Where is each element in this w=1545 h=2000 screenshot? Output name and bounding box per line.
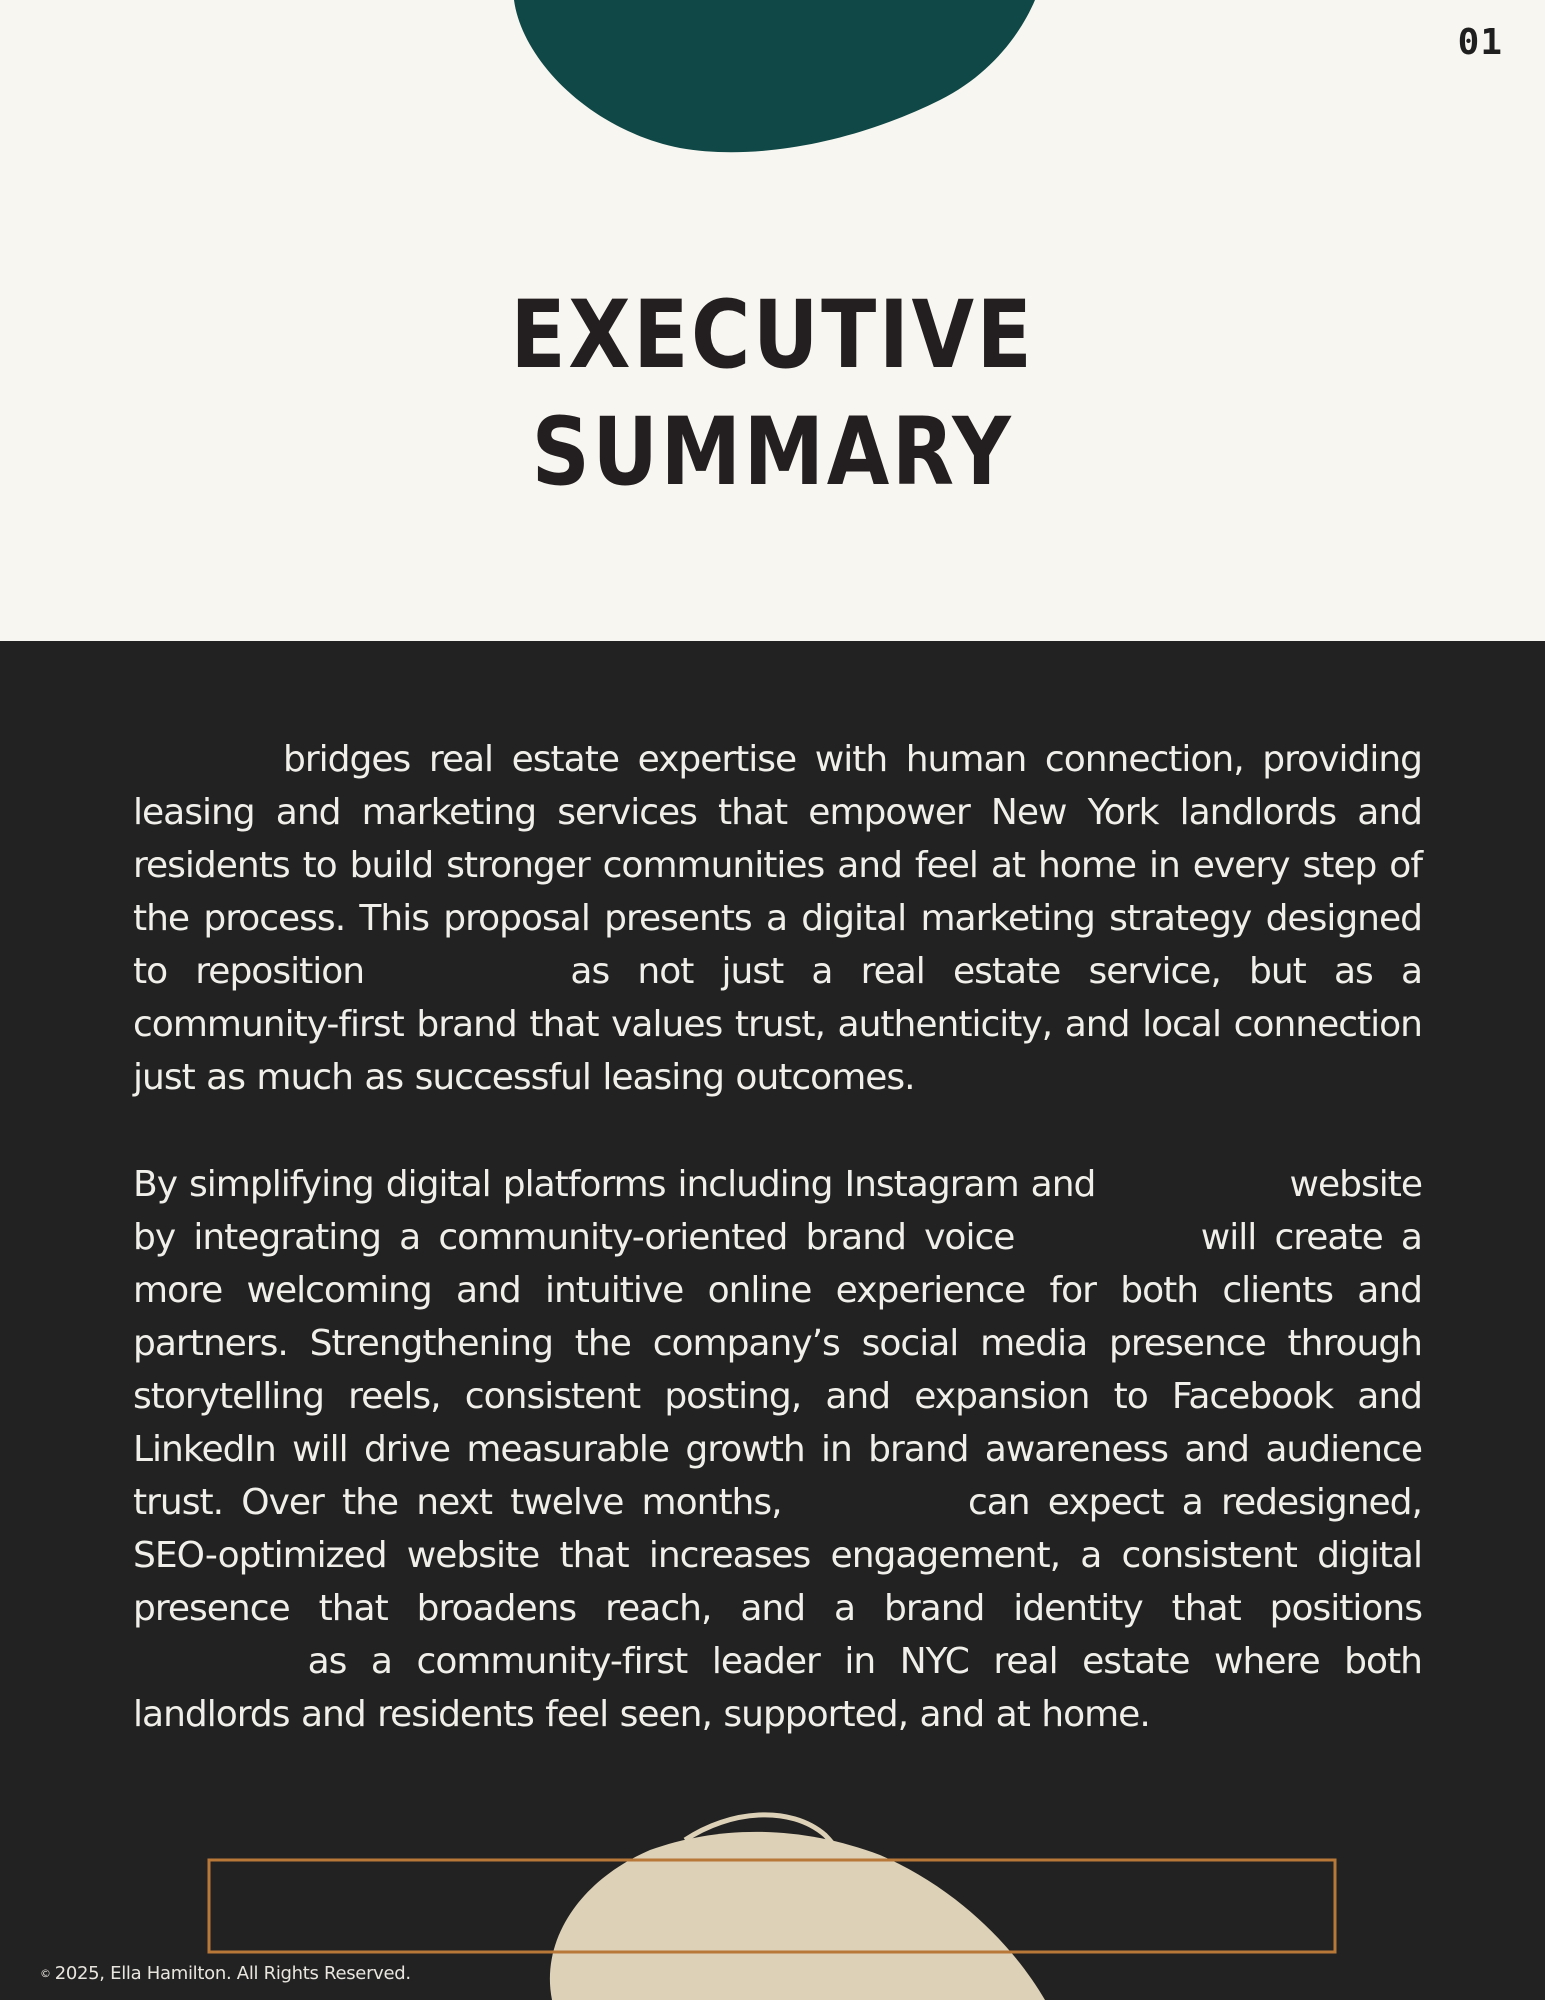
paragraph-2-part-b: website by integrating a community-oriented brand voice <box>133 1164 1422 1258</box>
paragraph-1-part-a: bridges real estate expertise with human connection, providing leasing and marketing services that empower New York landlords and residents to build stronger communities and feel at home in every step of the process. This proposal presents a digital marketing strategy designed to reposition <box>133 739 1422 992</box>
summary-paragraph-1 <box>133 733 1422 1104</box>
copyright-notice <box>40 1963 411 1984</box>
page-number: 01 <box>1457 22 1503 63</box>
beige-blob-decoration <box>550 1832 1045 2000</box>
paragraph-2-part-e: as a community-first leader in NYC real estate where both landlords and residents feel seen, supported, and at home. <box>133 1641 1422 1735</box>
copyright-symbol: © <box>40 1967 51 1980</box>
paragraph-2-part-c: will create a more welcoming and intuitive online experience for both clients and partners. Strengthening the company’s social media presence through storytelling reels, consistent posting, and expansion to Facebook and LinkedIn will drive measurable growth in brand awareness and audience trust. Over the next twelve months, <box>133 1217 1422 1523</box>
page-title-line-2: SUMMARY <box>531 398 1014 507</box>
paragraph-2-part-a: By simplifying digital platforms including Instagram and <box>133 1164 1096 1205</box>
page-title-line-1: EXECUTIVE <box>510 281 1035 390</box>
copyright-text: 2025, Ella Hamilton. All Rights Reserved. <box>54 1963 411 1984</box>
paragraph-1-part-b: as not just a real estate service, but as a community-first brand that values trust, authenticity, and local connection just as much as successful leasing outcomes. <box>133 951 1422 1098</box>
teal-blob-decoration <box>0 0 1545 200</box>
header-section <box>0 0 1545 641</box>
summary-paragraph-2 <box>133 1158 1422 1741</box>
paragraph-2-part-d: can expect a redesigned, SEO-optimized website that increases engagement, a consistent digital presence that broadens reach, and a brand identity that positions <box>133 1482 1422 1629</box>
